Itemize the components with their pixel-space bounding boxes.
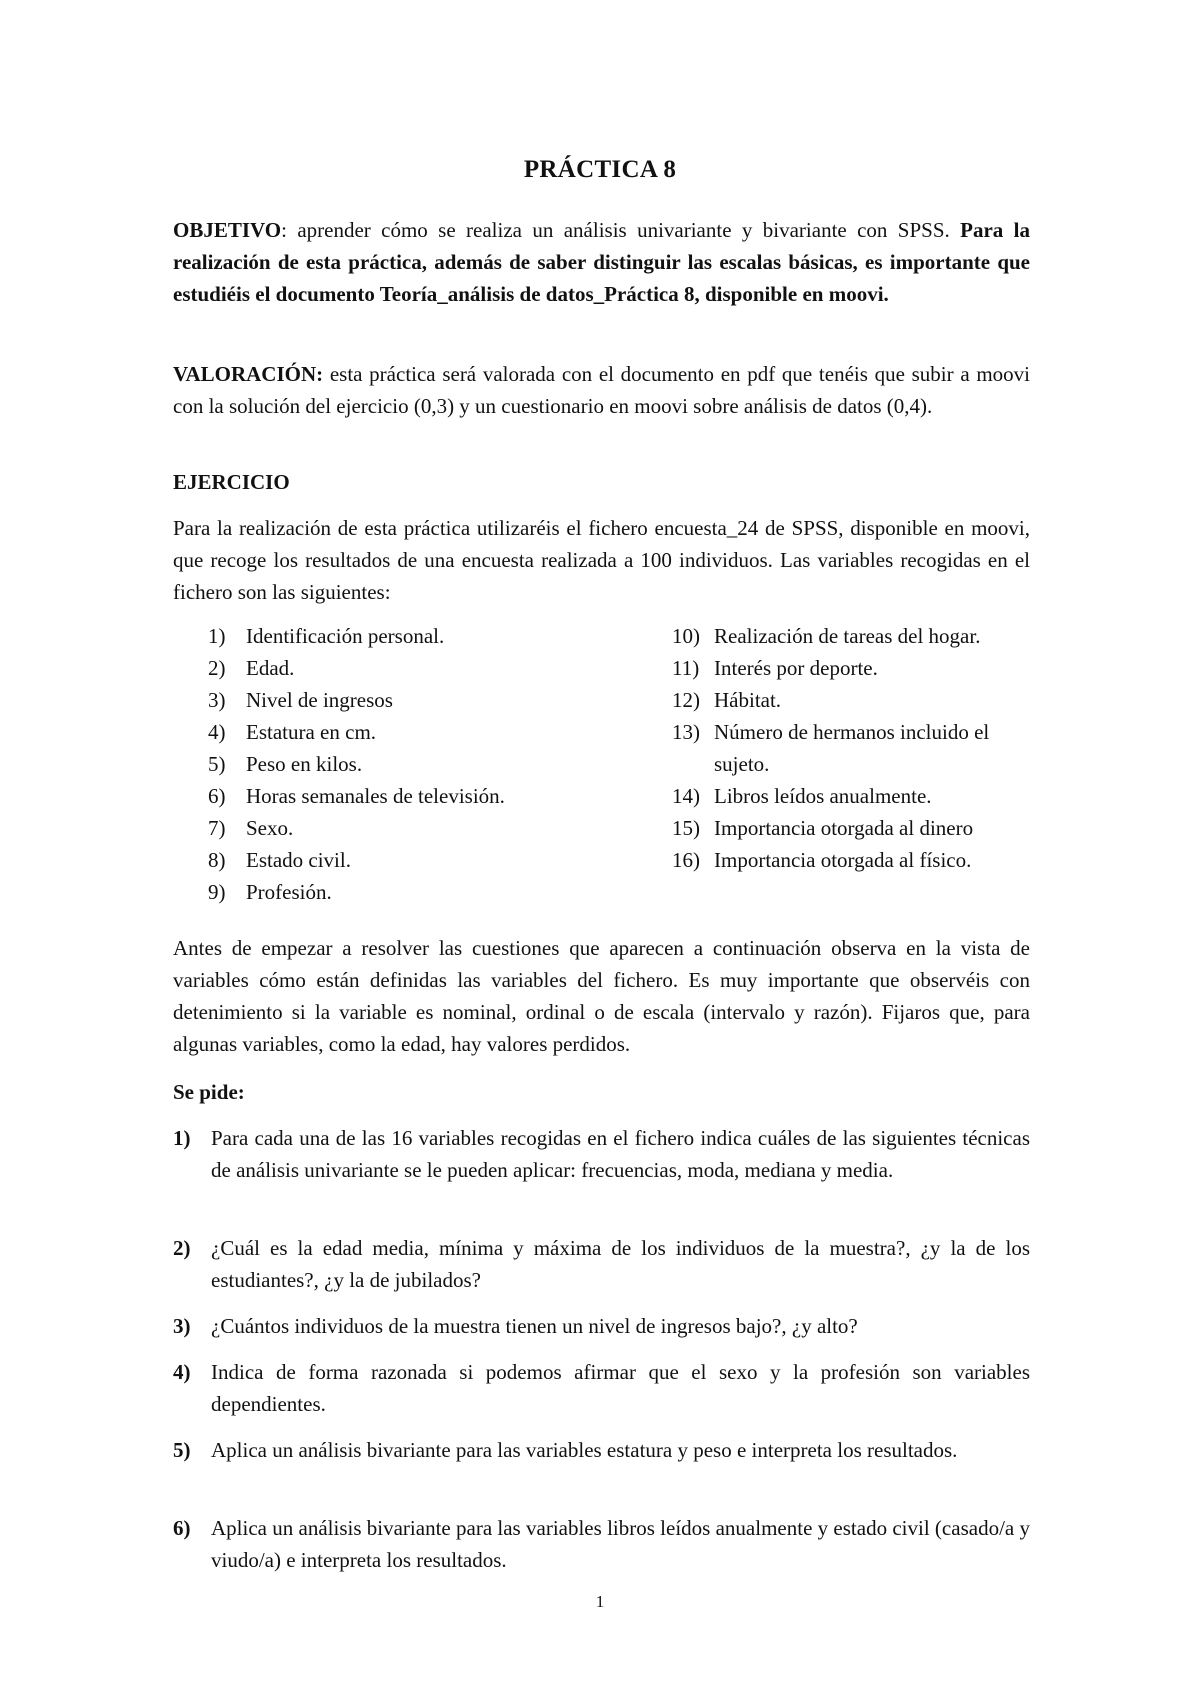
question-6: 6) Aplica un análisis bivariante para las variables libros leídos anualmente y estado civil (casado/a y viudo/a) e interpreta los resultados. xyxy=(173,1516,1030,1572)
page-title: PRÁCTICA 8 xyxy=(523,156,677,183)
list-item: 2) Edad. xyxy=(208,656,295,680)
list-item: 3) Nivel de ingresos xyxy=(208,688,393,712)
list-item: 11) Interés por deporte. xyxy=(672,656,878,680)
list-item: 12) Hábitat. xyxy=(672,688,782,712)
question-3: 3) ¿Cuántos individuos de la muestra tienen un nivel de ingresos bajo?, ¿y alto? xyxy=(173,1314,858,1338)
list-item: 5) Peso en kilos. xyxy=(208,752,363,776)
variables-list-right xyxy=(672,620,1040,876)
question-1: 1) Para cada una de las 16 variables recogidas en el fichero indica cuáles de las siguientes técnicas de análisis univariante se le pueden aplicar: frecuencias, moda, mediana y media. xyxy=(173,1126,1030,1182)
list-item: 10) Realización de tareas del hogar. xyxy=(672,624,981,648)
objetivo-bold-text: Para la realización de esta práctica, además de saber distinguir las escalas básicas, es importante que estudiéis el documento Teoría_análisis de datos_Práctica 8, disponible en moovi. xyxy=(173,218,1031,306)
se-pide-heading: Se pide: xyxy=(173,1080,245,1104)
list-item: 1) Identificación personal. xyxy=(208,624,445,648)
list-item: 16) Importancia otorgada al físico. xyxy=(672,848,972,872)
question-2: 2) ¿Cuál es la edad media, mínima y máxima de los individuos de la muestra?, ¿y la de los estudiantes?, ¿y la de jubilados? xyxy=(173,1236,1030,1292)
ejercicio-intro: Para la realización de esta práctica utilizaréis el fichero encuesta_24 de SPSS, disponible en moovi, que recoge los resultados de una encuesta realizada a 100 individuos. Las variables recogidas en el fichero son las siguientes: xyxy=(173,516,1030,604)
list-item: 13) Número de hermanos incluido el sujeto. xyxy=(672,720,990,776)
list-item: 6) Horas semanales de televisión. xyxy=(208,784,505,808)
valoracion-label: VALORACIÓN: xyxy=(173,362,324,386)
list-item: 7) Sexo. xyxy=(208,816,294,840)
objetivo-paragraph xyxy=(173,214,1030,310)
list-item: 14) Libros leídos anualmente. xyxy=(672,784,932,808)
ejercicio-heading: EJERCICIO xyxy=(173,470,290,494)
question-5: 5) Aplica un análisis bivariante para las variables estatura y peso e interpreta los resultados. xyxy=(173,1438,958,1462)
objetivo-text: : aprender cómo se realiza un análisis univariante y bivariante con SPSS. xyxy=(281,218,950,242)
valoracion-paragraph xyxy=(173,358,1030,422)
antes-paragraph: Antes de empezar a resolver las cuestiones que aparecen a continuación observa en la vista de variables cómo están definidas las variables del fichero. Es muy importante que observéis con detenimiento si la variable es nominal, ordinal o de escala (intervalo y razón). Fijaros que, para algunas variables, como la edad, hay valores perdidos. xyxy=(173,936,1030,1056)
question-4: 4) Indica de forma razonada si podemos afirmar que el sexo y la profesión son variables dependientes. xyxy=(173,1360,1030,1416)
list-item: 15) Importancia otorgada al dinero xyxy=(672,816,974,840)
list-item: 4) Estatura en cm. xyxy=(208,720,377,744)
valoracion-text: esta práctica será valorada con el documento en pdf que tenéis que subir a moovi con la solución del ejercicio (0,3) y un cuestionario en moovi sobre análisis de datos (0,4). xyxy=(173,362,1030,418)
list-item: 8) Estado civil. xyxy=(208,848,351,872)
list-item: 9) Profesión. xyxy=(208,880,332,904)
objetivo-label: OBJETIVO xyxy=(173,218,282,242)
page-number: 1 xyxy=(595,1592,605,1611)
variables-list-left xyxy=(208,620,668,908)
